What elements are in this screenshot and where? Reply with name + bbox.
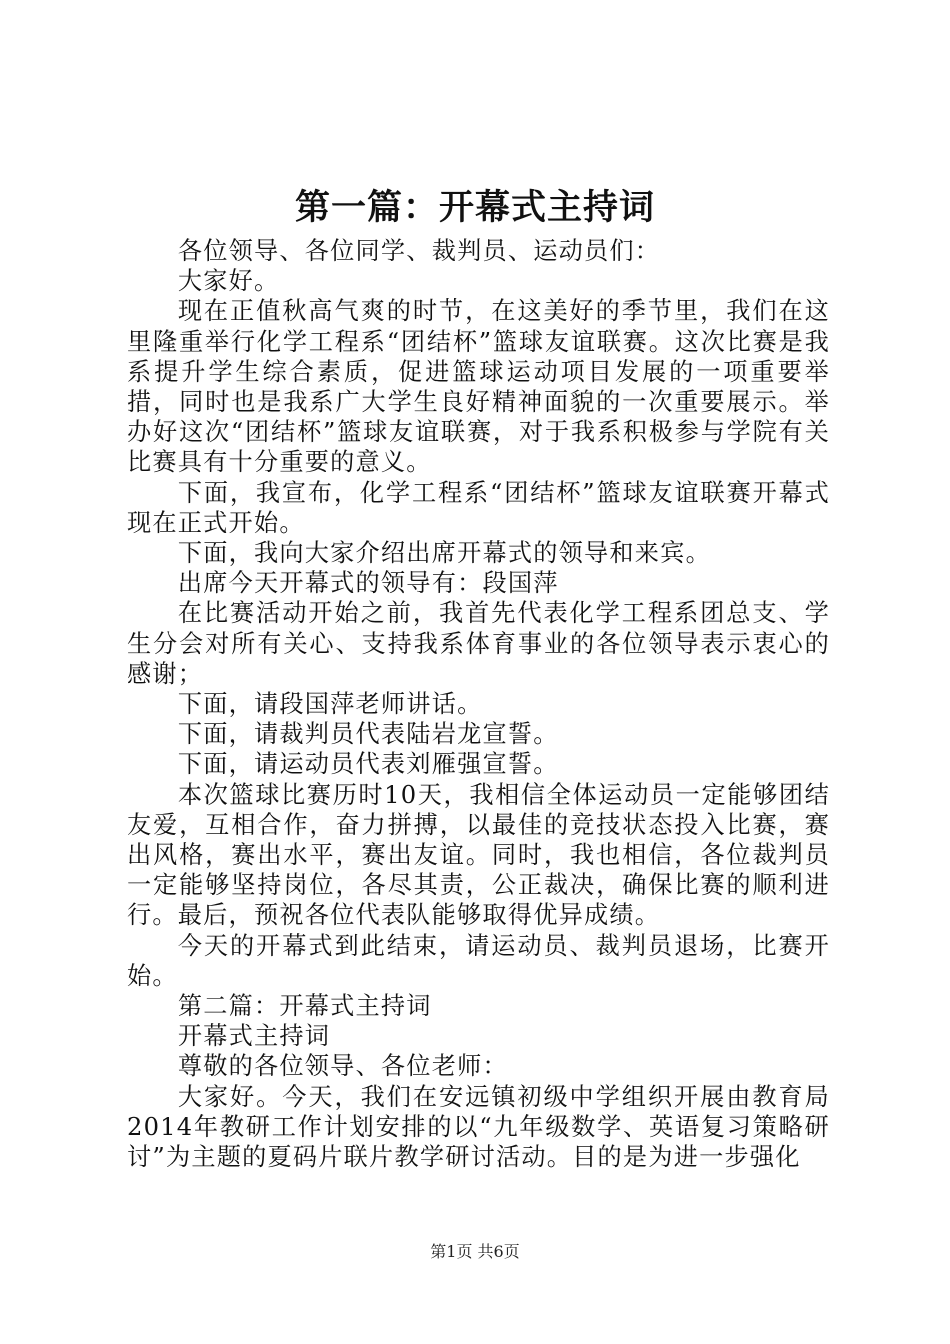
paragraph: 下面，请裁判员代表陆岩龙宣誓。 [177, 720, 559, 749]
paragraph: 各位领导、各位同学、裁判员、运动员们： [177, 237, 661, 265]
paragraph: 下面，请运动员代表刘雁强宣誓。 [177, 750, 559, 779]
paragraph: 现在正值秋高气爽的时节，在这美好的季节里，我们在这里隆重举行化学工程系“团结杯”篮球友谊联赛。这次比赛是我系提升学生综合素质，促进篮球运动项目发展的一项重要举措，同时也是我系广大学生良好精神面貌的一次重要展示。举办好这次“团结杯”篮球友谊联赛，对于我系积极参与学院有关比赛具有十分重要的意义。 [127, 297, 830, 477]
section-subheading: 开幕式主持词 [177, 1022, 331, 1051]
paragraph: 尊敬的各位领导、各位老师： [177, 1052, 508, 1081]
paragraph: 下面，我向大家介绍出席开幕式的领导和来宾。 [177, 539, 711, 568]
paragraph: 出席今天开幕式的领导有：段国萍 [177, 569, 559, 598]
paragraph: 下面，我宣布，化学工程系“团结杯”篮球友谊联赛开幕式现在正式开始。 [127, 478, 830, 537]
paragraph: 下面，请段国萍老师讲话。 [177, 690, 483, 719]
paragraph: 本次篮球比赛历时10天，我相信全体运动员一定能够团结友爱，互相合作，奋力拼搏，以最佳的竞技状态投入比赛，赛出风格，赛出水平，赛出友谊。同时，我也相信，各位裁判员一定能够坚持岗位，各尽其责，公正裁决，确保比赛的顺利进行。最后，预祝各位代表队能够取得优异成绩。 [127, 780, 830, 930]
paragraph: 大家好。今天，我们在安远镇初级中学组织开展由教育局2014年教研工作计划安排的以“九年级数学、英语复习策略研讨”为主题的夏码片联片教学研讨活动。目的是为进一步强化 [127, 1082, 830, 1172]
paragraph: 大家好。 [177, 267, 280, 296]
section-heading: 第二篇：开幕式主持词 [177, 992, 432, 1021]
paragraph: 在比赛活动开始之前，我首先代表化学工程系团总支、学生分会对所有关心、支持我系体育事业的各位领导表示衷心的感谢； [127, 599, 830, 688]
paragraph: 今天的开幕式到此结束，请运动员、裁判员退场，比赛开始。 [127, 931, 830, 990]
page-footer: 第1页 共6页 [430, 1242, 520, 1261]
document-title: 第一篇：开幕式主持词 [294, 187, 655, 228]
document-body [127, 236, 830, 1172]
